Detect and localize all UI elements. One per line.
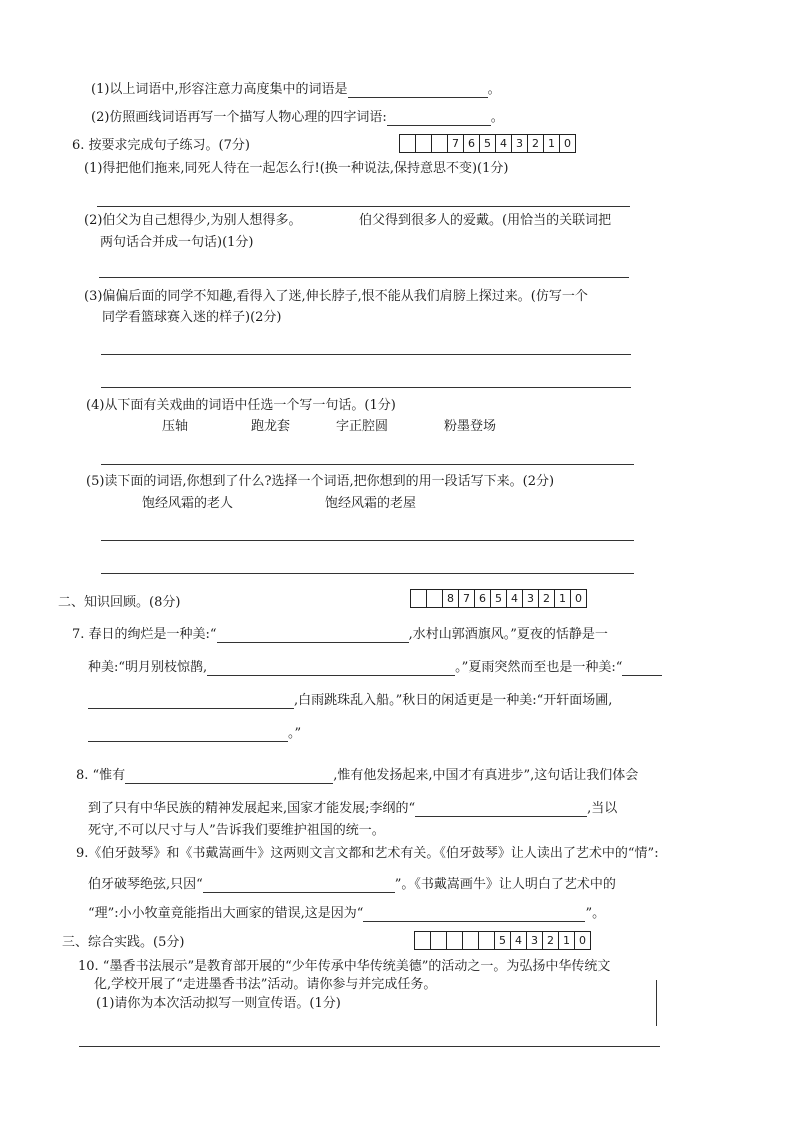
q5-sub1-text: (1)以上词语中,形容注意力高度集中的词语是 — [91, 82, 348, 97]
section3-score-box — [414, 931, 591, 950]
q7-blank-2[interactable] — [207, 661, 455, 676]
score-cell[interactable] — [431, 135, 447, 152]
q8-line3: 死守,不可以尺寸与人”告诉我们要维护祖国的统一。 — [88, 823, 385, 838]
q8-line1 — [76, 768, 638, 784]
margin-rule — [656, 980, 657, 1026]
q9-line3 — [88, 906, 605, 922]
answer-line[interactable] — [97, 206, 630, 207]
answer-line[interactable] — [99, 277, 629, 278]
q5-sub2-end: 。 — [490, 110, 504, 125]
score-cell[interactable] — [446, 932, 462, 949]
q7-text-d: 。”夏雨突然而至也是一种美:“ — [455, 660, 623, 675]
q5-sub2-text: (2)仿照画线词语再写一个描写人物心理的四字词语: — [91, 110, 387, 125]
q8-line2 — [88, 801, 617, 817]
answer-line[interactable] — [101, 464, 634, 465]
q6-s2a: (2)伯父为自己想得少,为别人想得多。 — [84, 213, 302, 228]
q5-sub2 — [91, 110, 504, 126]
q7-text-c: 种美:“明月别枝惊鹊, — [88, 660, 208, 675]
score-cell[interactable]: 3 — [511, 135, 527, 152]
q9-blank-1[interactable] — [203, 878, 395, 893]
q8-blank-1[interactable] — [125, 769, 333, 784]
opera-word-2: 跑龙套 — [251, 419, 291, 434]
score-cell[interactable]: 7 — [458, 590, 474, 607]
q9-line2 — [88, 877, 616, 893]
answer-line[interactable] — [79, 1046, 660, 1047]
q10-line2: 化,学校开展了“走进墨香书法”活动。请你参与并完成任务。 — [94, 977, 437, 992]
q7-line3 — [88, 693, 612, 709]
score-cell[interactable]: 2 — [542, 932, 558, 949]
answer-line[interactable] — [101, 573, 634, 574]
score-cell[interactable]: 4 — [506, 590, 522, 607]
word5-1: 饱经风霜的老人 — [142, 496, 234, 511]
score-cell[interactable]: 6 — [474, 590, 490, 607]
q7-line2 — [88, 660, 662, 676]
q10-line1: 10. “墨香书法展示”是教育部开展的“少年传承中华传统美德”的活动之一。为弘扬中华传统文 — [78, 959, 611, 974]
answer-line[interactable] — [101, 540, 634, 541]
score-cell[interactable]: 4 — [510, 932, 526, 949]
word5-2: 饱经风霜的老屋 — [325, 496, 417, 511]
q6-s3b: 同学看篮球赛入迷的样子)(2分) — [102, 310, 282, 325]
score-cell[interactable] — [462, 932, 478, 949]
score-cell[interactable]: 2 — [538, 590, 554, 607]
section2-score-box — [410, 589, 587, 608]
q7-text-b: ,水村山郭酒旗风。”夏夜的恬静是一 — [408, 627, 608, 642]
section3-title: 三、综合实践。(5分) — [62, 935, 185, 950]
q6-s4: (4)从下面有关戏曲的词语中任选一个写一句话。(1分) — [86, 398, 396, 413]
q6-s2c: 两句话合并成一句话)(1分) — [100, 235, 254, 250]
score-cell[interactable] — [478, 932, 494, 949]
q8-text-b: ,惟有他发扬起来,中国才有真进步”,这句话让我们体会 — [333, 768, 639, 783]
q7-text-e: ,白雨跳珠乱入船。”秋日的闲适更是一种美:“开轩面场圃, — [294, 693, 613, 708]
score-cell[interactable] — [426, 590, 442, 607]
score-cell[interactable]: 0 — [559, 135, 575, 152]
q7-blank-4[interactable] — [88, 727, 288, 742]
q9-line1: 9.《伯牙鼓琴》和《书戴嵩画牛》这两则文言文都和艺术有关。《伯牙鼓琴》让人读出了艺术中的“情”: — [76, 846, 659, 861]
score-cell[interactable]: 1 — [558, 932, 574, 949]
q8-text-d: ,当以 — [587, 801, 618, 816]
score-cell[interactable]: 0 — [574, 932, 590, 949]
score-cell[interactable]: 4 — [495, 135, 511, 152]
score-cell[interactable] — [411, 590, 426, 607]
score-cell[interactable]: 1 — [543, 135, 559, 152]
q9-blank-2[interactable] — [363, 907, 585, 922]
q7-line1 — [72, 627, 608, 643]
q6-score-box — [399, 134, 576, 153]
answer-line[interactable] — [101, 354, 631, 355]
opera-word-4: 粉墨登场 — [444, 419, 497, 434]
q5-sub1 — [91, 82, 501, 98]
score-cell[interactable]: 7 — [447, 135, 463, 152]
score-cell[interactable]: 3 — [526, 932, 542, 949]
score-cell[interactable]: 1 — [554, 590, 570, 607]
q9-text-e: ”。 — [585, 906, 606, 921]
section2-title: 二、知识回顾。(8分) — [58, 595, 181, 610]
score-cell[interactable] — [430, 932, 446, 949]
q7-blank-1[interactable] — [217, 628, 409, 643]
score-cell[interactable]: 8 — [442, 590, 458, 607]
q5-sub1-blank[interactable] — [348, 83, 488, 98]
q8-text-c: 到了只有中华民族的精神发展起来,国家才能发展;李纲的“ — [88, 801, 416, 816]
q6-s3a: (3)偏偏后面的同学不知趣,看得入了迷,伸长脖子,恨不能从我们肩膀上探过来。(仿写一个 — [84, 289, 588, 304]
q7-blank-3b[interactable] — [88, 694, 294, 709]
opera-word-3: 字正腔圆 — [336, 419, 389, 434]
q6-title: 6. 按要求完成句子练习。(7分) — [72, 138, 250, 153]
q8-text-a: 8. “惟有 — [76, 768, 126, 783]
q5-sub2-blank[interactable] — [387, 111, 491, 126]
q7-text-a: 7. 春日的绚烂是一种美:“ — [72, 627, 217, 642]
score-cell[interactable] — [400, 135, 415, 152]
q8-blank-2[interactable] — [415, 802, 587, 817]
q5-sub1-end: 。 — [487, 82, 501, 97]
opera-word-1: 压轴 — [162, 419, 189, 434]
score-cell[interactable]: 3 — [522, 590, 538, 607]
q7-line4 — [88, 726, 301, 742]
score-cell[interactable] — [415, 135, 431, 152]
q7-text-f: 。” — [288, 726, 302, 741]
q9-text-b: 伯牙破琴绝弦,只因“ — [88, 877, 203, 892]
q6-s5: (5)读下面的词语,你想到了什么?选择一个词语,把你想到的用一段话写下来。(2分) — [86, 474, 555, 489]
score-cell[interactable]: 5 — [479, 135, 495, 152]
q9-text-c: ”。《书戴嵩画牛》让人明白了艺术中的 — [394, 877, 616, 892]
score-cell[interactable]: 2 — [527, 135, 543, 152]
q9-text-d: “理”:小小牧童竟能指出大画家的错误,这是因为“ — [88, 906, 364, 921]
score-cell[interactable] — [415, 932, 430, 949]
score-cell[interactable]: 5 — [490, 590, 506, 607]
q6-s2b: 伯父得到很多人的爱戴。(用恰当的关联词把 — [359, 213, 612, 228]
score-cell[interactable]: 0 — [570, 590, 586, 607]
answer-line[interactable] — [101, 387, 631, 388]
q6-s1: (1)得把他们拖来,同死人待在一起怎么行!(换一种说法,保持意思不变)(1分) — [84, 161, 509, 176]
q7-blank-3a[interactable] — [622, 661, 662, 676]
score-cell[interactable]: 6 — [463, 135, 479, 152]
q10-sub1: (1)请你为本次活动拟写一则宣传语。(1分) — [96, 996, 341, 1011]
score-cell[interactable]: 5 — [494, 932, 510, 949]
